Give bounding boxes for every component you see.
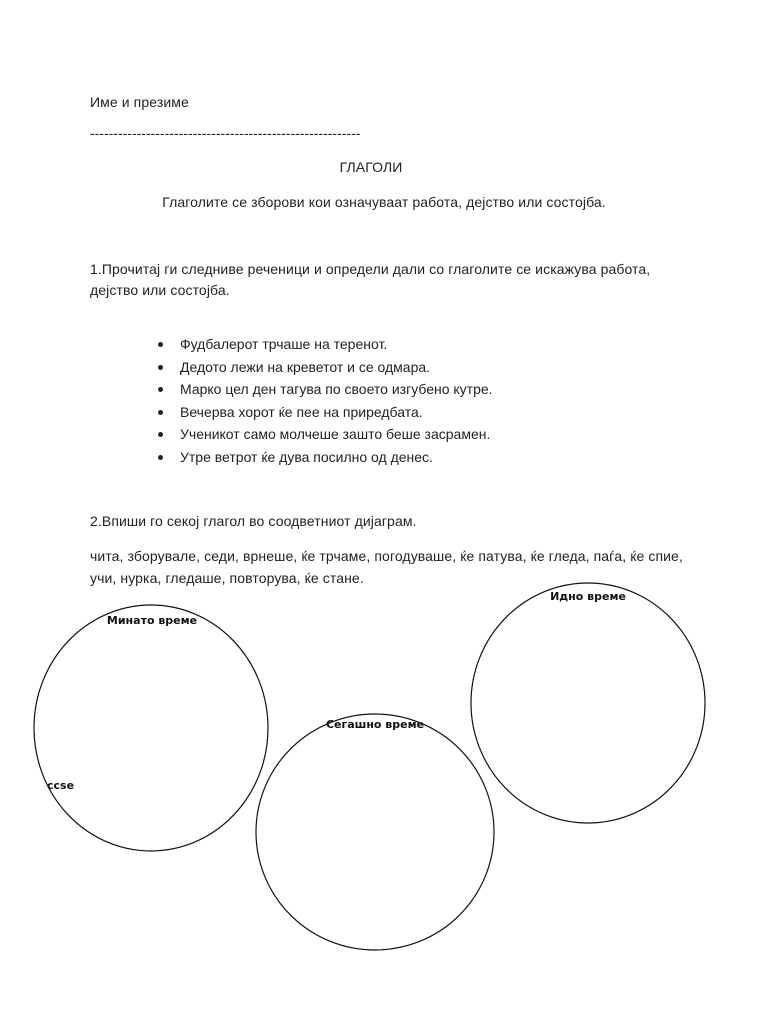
page-title-text: ГЛАГОЛИ <box>339 159 403 175</box>
present-tense-label: Сегашно време <box>325 718 425 731</box>
sentence-text: Утре ветрот ќе дува посилно од денес. <box>180 448 433 465</box>
future-tense-circle[interactable] <box>471 583 705 823</box>
sentence-text: Фудбалерот трчаше на теренот. <box>180 336 388 352</box>
task1-instruction: 1.Прочитај ги следниве реченици и определи дали со глаголите се искажува работа, дејство или состојба. <box>90 261 651 298</box>
handwritten-note: ссѕе <box>47 779 75 792</box>
sentence-text: Вечерва хорот ќе пее на приредбата. <box>180 403 423 420</box>
present-tense-circle[interactable] <box>256 714 494 950</box>
name-label: Име и презиме <box>90 94 189 110</box>
future-tense-label: Идно време <box>550 590 626 603</box>
sentence-text: Дедото лежи на креветот и се одмара. <box>180 358 431 375</box>
task2-instruction: 2.Впиши го секој глагол во соодветниот дијаграм. <box>90 513 417 529</box>
name-line: ---------------------------------------------------------- <box>90 125 361 141</box>
sentence-text: Марко цел ден тагува по своето изгубено кутре. <box>180 381 493 398</box>
sentence-text: Ученикот само молчеше зашто беше засрамен. <box>180 426 491 443</box>
verb-list: чита, зборувале, седи, врнеше, ќе трчаме, погодуваше, ќе патува, ќе гледа, паѓа, ќе спие, учи, нурка, гледаше, повторува, ќе стане. <box>90 548 683 586</box>
definition-text: Глаголите се зборови кои означуваат работа, дејство или состојба. <box>162 194 606 210</box>
past-tense-circle[interactable] <box>34 605 268 851</box>
past-tense-label: Минато време <box>106 614 198 627</box>
